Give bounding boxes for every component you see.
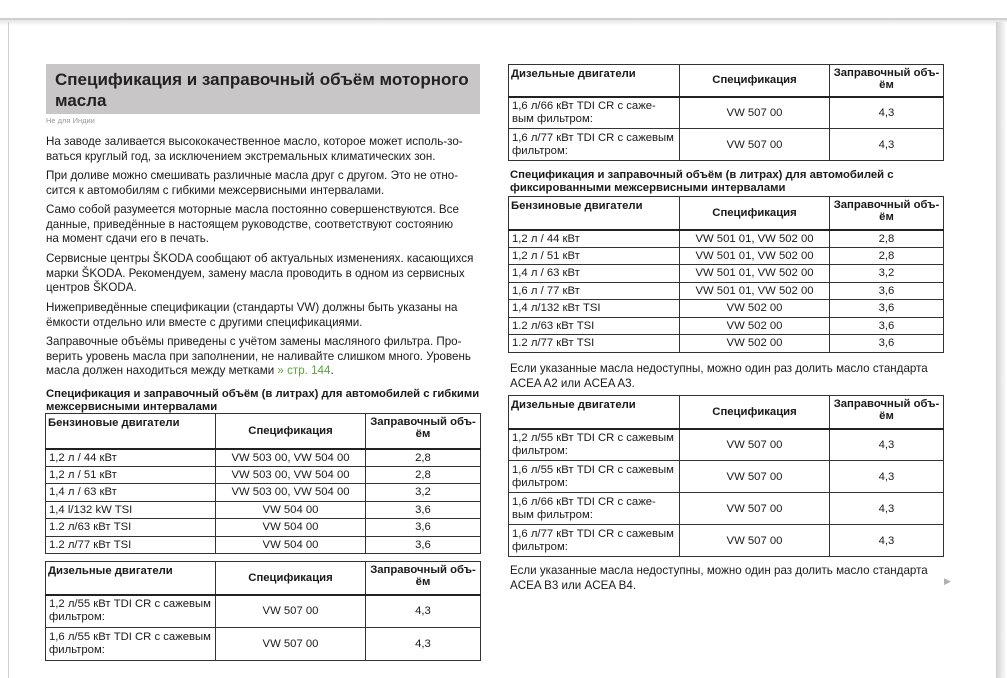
cell-line: фильтром: [49,611,105,624]
table-row [46,595,481,628]
text-line: При доливе можно смешивать различные масла друг с другом. Это не отно- [46,169,459,182]
cell-line: 1,2 л/55 кВт TDI CR с сажевым [49,598,211,611]
cell-line: фильтром: [512,476,568,489]
spec-cell: VW 501 01, VW 502 00 [680,265,830,283]
cell-line: вым фильтром: [512,112,593,125]
table-row [46,466,481,484]
spec-cell: VW 507 00 [216,628,366,661]
spec-cell: VW 507 00 [680,493,830,525]
header-line: ём [879,79,894,91]
table-row [509,129,944,161]
column-header-volume [366,562,481,595]
engine-cell: 1,4 l/132 kW TSI [46,501,216,519]
heading-line: фиксированными межсервисными интервалами [510,182,786,194]
text-line: ACEA A2 или ACEA A3. [510,376,635,390]
volume-cell: 2,8 [366,449,481,467]
cell-line: фильтром: [49,644,105,656]
table-row [509,429,944,461]
table-flex-petrol [45,413,481,554]
engine-cell: 1,6 л / 77 кВт [509,282,680,300]
engine-cell [46,595,216,628]
spec-cell: VW 503 00, VW 504 00 [216,484,366,502]
engine-cell [509,97,680,129]
spec-cell: VW 501 01, VW 502 00 [680,282,830,300]
spec-cell: VW 507 00 [216,595,366,628]
page-shadow [0,20,1007,26]
spec-cell: VW 501 01, VW 502 00 [680,247,830,265]
text-line [46,364,484,379]
paragraph-service [46,252,484,296]
text-line: Нижеприведённые спецификации (стандарты VW) должны быть указаны на [46,301,458,314]
spec-cell: VW 503 00, VW 504 00 [216,466,366,484]
next-page-arrow-icon[interactable]: ▶ [944,576,951,586]
engine-cell: 1,2 л / 44 кВт [509,230,680,248]
region-note: Не для Индии [46,116,95,125]
column-header-volume [830,65,944,97]
engine-cell: 1,2 л / 51 кВт [509,247,680,265]
table-row [509,230,944,248]
column-header-engine: Дизельные двигатели [509,65,680,97]
engine-cell: 1.2 л/63 кВт TSI [509,317,680,335]
spec-cell: VW 502 00 [680,300,830,318]
table-row [509,335,944,353]
cell-line: 1,6 л/66 кВт TDI CR с саже- [512,495,656,508]
table-row [46,519,481,537]
volume-cell: 4,3 [830,129,944,161]
cell-line: 1,6 л/55 кВт TDI CR с сажевым [49,631,211,643]
text-line: ёмкости отдельно или вместе с другими спецификациями. [46,315,363,329]
engine-cell [509,493,680,525]
cell-line: 1,6 л/66 кВт TDI CR с саже- [512,99,656,112]
engine-cell: 1,2 л / 51 кВт [46,466,216,484]
text-line: центров ŠKODA. [46,281,137,294]
text-span: . [330,364,334,377]
spec-cell: VW 504 00 [216,536,366,554]
volume-cell: 3,6 [366,519,481,537]
spec-cell: VW 503 00, VW 504 00 [216,449,366,467]
text-line: марки ŠKODA. Рекомендуем, замену масла проводить в одном из сервисных [46,266,465,280]
section-heading-flexible [46,388,486,414]
engine-cell [509,525,680,557]
text-line: ACEA B3 или ACEA B4. [510,578,637,592]
text-line: верить уровень масла при заполнении, не наливайте слишком много. Уровень [46,349,471,363]
volume-cell: 3,6 [830,317,944,335]
table-row [509,97,944,129]
engine-cell [509,429,680,461]
text-line: сится к автомобилям с гибкими межсервисными интервалами. [46,183,385,197]
text-line: Заправочные объёмы приведены с учётом замены масляного фильтра. Про- [46,335,462,348]
page-border-left [8,22,9,678]
table-row [509,317,944,335]
table-flex-diesel-continued [508,64,944,161]
column-header-spec: Спецификация [216,414,366,449]
paragraph-factory-oil [46,135,484,164]
page-shadow-right [997,22,1007,678]
engine-cell [509,129,680,161]
previous-page-edge [0,0,1007,20]
cell-line: фильтром: [512,144,568,157]
text-line: На заводе заливается высококачественное масло, которое может исполь-зо- [46,135,463,148]
spec-cell: VW 501 01, VW 502 00 [680,230,830,248]
volume-cell: 3,6 [366,501,481,519]
paragraph-mixing [46,169,484,198]
table-row [46,628,481,661]
column-header-engine: Дизельные двигатели [46,562,216,595]
column-header-spec: Спецификация [680,197,830,230]
volume-cell: 3,6 [830,335,944,353]
text-span: масла должен находиться между метками [46,364,278,377]
column-header-spec: Спецификация [680,396,830,429]
section-heading-fixed [510,169,950,195]
table-row [46,449,481,467]
volume-cell: 3,2 [366,484,481,502]
engine-cell: 1.2 л/77 кВт TSI [46,536,216,554]
table-fixed-petrol [508,196,944,353]
header-line: Заправочный объ- [370,564,476,576]
volume-cell: 3,2 [830,265,944,283]
volume-cell: 3,6 [366,536,481,554]
spec-cell: VW 502 00 [680,317,830,335]
header-line: ём [415,576,431,588]
header-line: ём [415,428,431,440]
column-header-volume [830,197,944,230]
paragraph-volumes [46,335,484,379]
volume-cell: 3,6 [830,300,944,318]
column-header-engine: Бензиновые двигатели [509,197,680,230]
engine-cell [509,461,680,493]
column-header-engine: Дизельные двигатели [509,396,680,429]
cell-line: 1,2 л/55 кВт TDI CR с сажевым [512,431,674,444]
text-line: Само собой разумеется моторные масла постоянно совершенствуются. Все [46,203,459,216]
cell-line: 1,6 л/55 кВт TDI CR с сажевым [512,463,674,476]
engine-cell: 1.2 л/63 кВт TSI [46,519,216,537]
header-line: ём [879,410,894,422]
volume-cell: 4,3 [366,628,481,661]
table-row [46,536,481,554]
cell-line: 1,6 л/77 кВт TDI CR с сажевым [512,131,674,144]
column-header-volume [366,414,481,449]
engine-cell: 1,4 л/132 кВт TSI [509,300,680,318]
table-row [509,247,944,265]
column-header-spec: Спецификация [216,562,366,595]
engine-cell: 1,4 л / 63 кВт [46,484,216,502]
text-line: на момент сдачи его в печать. [46,232,209,245]
note-petrol-alternative [510,362,940,391]
volume-cell: 4,3 [366,595,481,628]
table-fixed-diesel [508,395,944,557]
volume-cell: 4,3 [830,97,944,129]
note-diesel-alternative [510,564,940,593]
volume-cell: 2,8 [830,230,944,248]
header-line: Заправочный объ- [833,199,940,211]
header-line: Заправочный объ- [370,416,476,428]
page-reference-link[interactable]: » стр. 144 [277,364,331,377]
spec-cell: VW 502 00 [680,335,830,353]
table-flex-diesel [45,561,481,661]
table-row [509,300,944,318]
heading-line: межсервисными интервалами [46,401,218,413]
volume-cell: 4,3 [830,493,944,525]
text-line: ваться круглый год, за исключением экстремальных климатических зон. [46,149,436,163]
table-row [46,501,481,519]
text-line: Если указанные масла недоступны, можно один раз долить масло стандарта [510,564,928,577]
spec-cell: VW 507 00 [680,429,830,461]
volume-cell: 4,3 [830,461,944,493]
volume-cell: 2,8 [830,247,944,265]
table-row [46,484,481,502]
text-line: Сервисные центры ŠKODA сообщают об актуальных изменениях. касающихся [46,252,474,265]
spec-cell: VW 507 00 [680,97,830,129]
section-title-box [46,64,480,114]
volume-cell: 3,6 [830,282,944,300]
table-row [509,265,944,283]
spec-cell: VW 507 00 [680,525,830,557]
table-row [509,493,944,525]
text-line: Если указанные масла недоступны, можно один раз долить масло стандарта [510,362,928,375]
paragraph-improvement [46,203,484,247]
volume-cell: 4,3 [830,525,944,557]
header-line: Заправочный объ- [833,67,940,79]
spec-cell: VW 507 00 [680,129,830,161]
heading-line: Спецификация и заправочный объём (в литрах) для автомобилей с гибкими [46,388,480,400]
header-line: ём [879,211,894,223]
table-row [509,282,944,300]
paragraph-specs [46,301,484,330]
cell-line: фильтром: [512,444,568,457]
volume-cell: 2,8 [366,466,481,484]
heading-line: Спецификация и заправочный объём (в литрах) для автомобилей с [510,169,894,181]
engine-cell: 1,2 л / 44 кВт [46,449,216,467]
engine-cell: 1,4 л / 63 кВт [509,265,680,283]
column-header-spec: Спецификация [680,65,830,97]
table-row [509,461,944,493]
engine-cell: 1.2 л/77 кВт TSI [509,335,680,353]
spec-cell: VW 504 00 [216,501,366,519]
spec-cell: VW 507 00 [680,461,830,493]
spec-cell: VW 504 00 [216,519,366,537]
table-row [509,525,944,557]
volume-cell: 4,3 [830,429,944,461]
cell-line: вым фильтром: [512,508,593,521]
header-line: Заправочный объ- [833,398,940,410]
engine-cell [46,628,216,661]
column-header-engine: Бензиновые двигатели [46,414,216,449]
cell-line: 1,6 л/77 кВт TDI CR с сажевым [512,527,674,540]
page-title: Спецификация и заправочный объём моторного масла [55,70,469,110]
cell-line: фильтром: [512,540,568,553]
text-line: данные, приведённые в настоящем руководстве, соответствуют состоянию [46,217,454,231]
column-header-volume [830,396,944,429]
